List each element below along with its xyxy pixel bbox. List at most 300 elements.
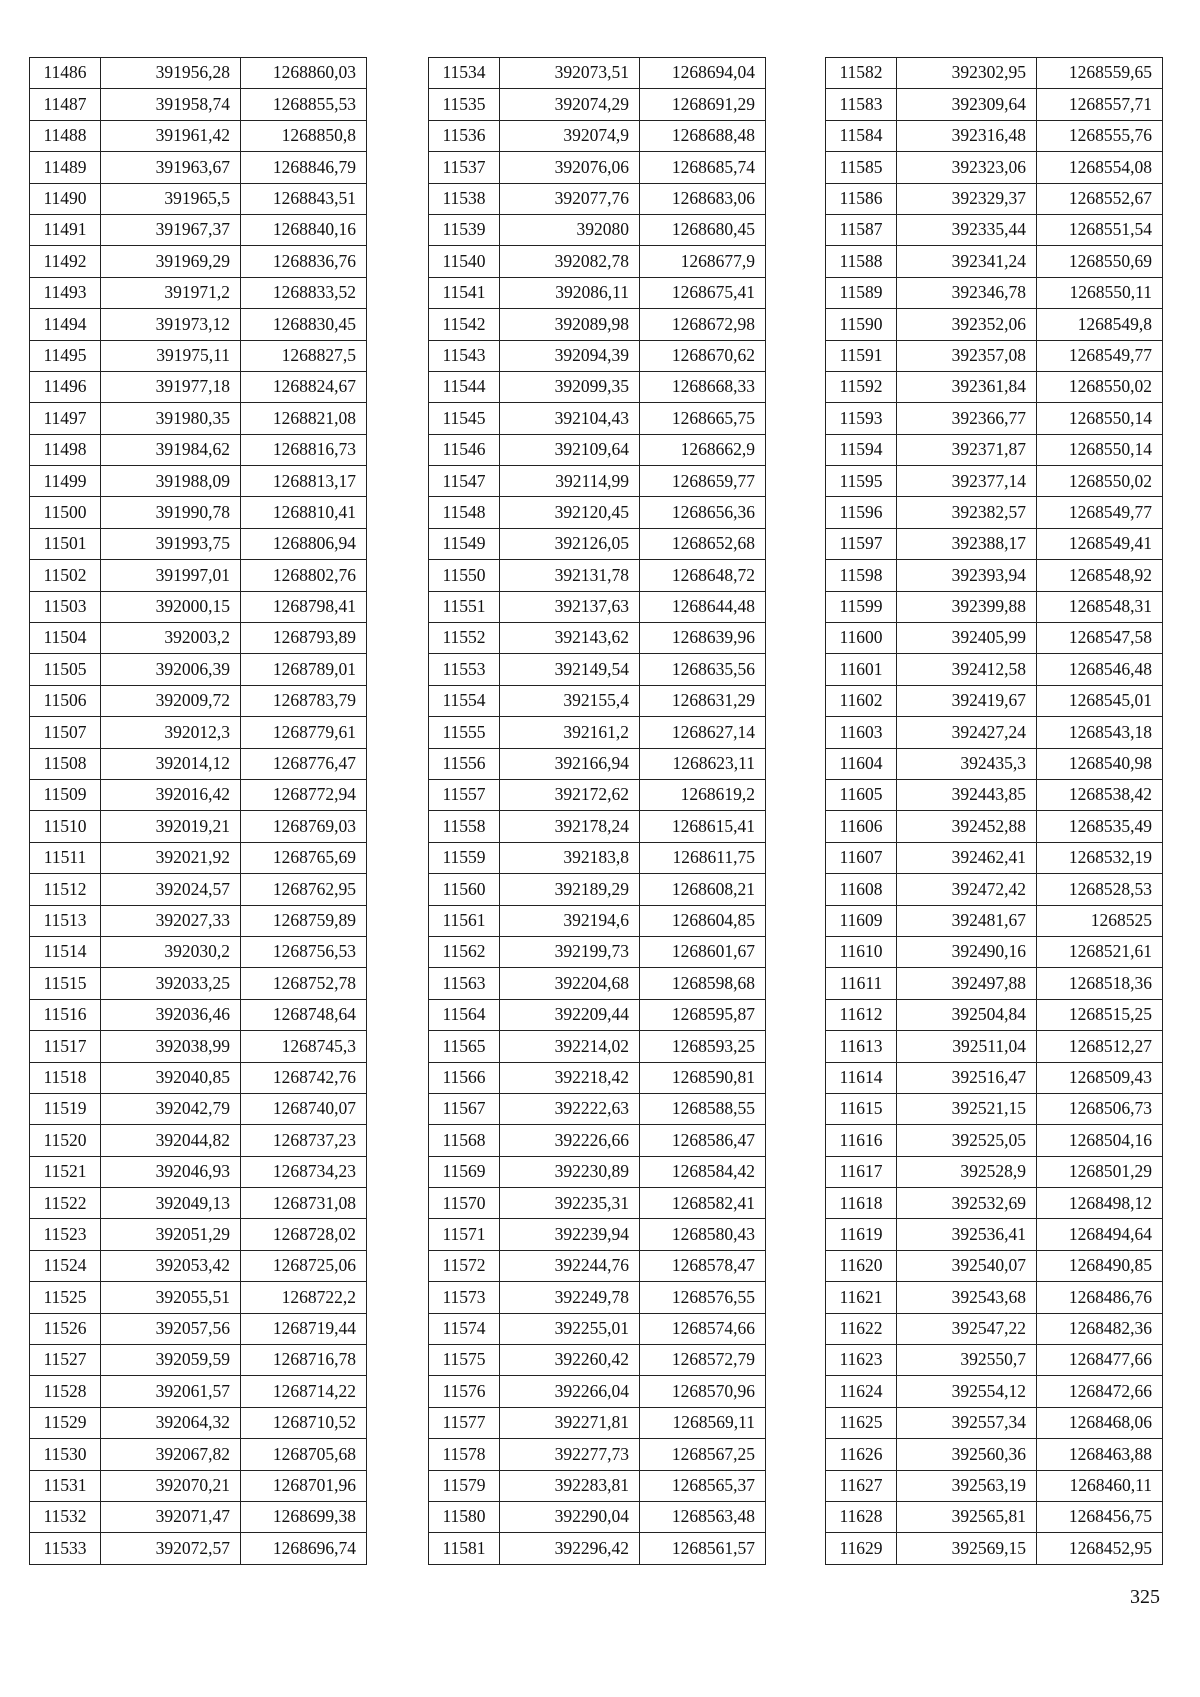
y-coordinate-cell: 1268631,29 — [640, 685, 766, 716]
table-row — [30, 1533, 367, 1564]
y-coordinate-cell: 1268705,68 — [241, 1439, 367, 1470]
table-row — [30, 936, 367, 967]
point-number-cell: 11535 — [429, 89, 500, 120]
x-coordinate-cell: 392511,04 — [897, 1031, 1037, 1062]
x-coordinate-cell: 392030,2 — [101, 936, 241, 967]
x-coordinate-cell: 392412,58 — [897, 654, 1037, 685]
table-row — [30, 497, 367, 528]
point-number-cell: 11609 — [826, 905, 897, 936]
x-coordinate-cell: 391973,12 — [101, 309, 241, 340]
table-row — [429, 1125, 766, 1156]
x-coordinate-cell: 392024,57 — [101, 874, 241, 905]
point-number-cell: 11532 — [30, 1501, 101, 1532]
x-coordinate-cell: 392226,66 — [500, 1125, 640, 1156]
x-coordinate-cell: 392377,14 — [897, 466, 1037, 497]
table-row — [429, 1313, 766, 1344]
x-coordinate-cell: 392290,04 — [500, 1501, 640, 1532]
y-coordinate-cell: 1268590,81 — [640, 1062, 766, 1093]
y-coordinate-cell: 1268574,66 — [640, 1313, 766, 1344]
table-row — [826, 560, 1163, 591]
table-row — [30, 1125, 367, 1156]
y-coordinate-cell: 1268843,51 — [241, 183, 367, 214]
point-number-cell: 11568 — [429, 1125, 500, 1156]
x-coordinate-cell: 391969,29 — [101, 246, 241, 277]
y-coordinate-cell: 1268588,55 — [640, 1093, 766, 1124]
point-number-cell: 11493 — [30, 277, 101, 308]
y-coordinate-cell: 1268490,85 — [1037, 1250, 1163, 1281]
table-row — [429, 1031, 766, 1062]
x-coordinate-cell: 392033,25 — [101, 968, 241, 999]
point-number-cell: 11562 — [429, 936, 500, 967]
table-row — [826, 685, 1163, 716]
y-coordinate-cell: 1268501,29 — [1037, 1156, 1163, 1187]
table-row — [429, 1219, 766, 1250]
x-coordinate-cell: 392443,85 — [897, 779, 1037, 810]
table-row — [30, 1062, 367, 1093]
x-coordinate-cell: 391956,28 — [101, 58, 241, 89]
y-coordinate-cell: 1268550,69 — [1037, 246, 1163, 277]
table-row — [30, 685, 367, 716]
point-number-cell: 11505 — [30, 654, 101, 685]
x-coordinate-cell: 392161,2 — [500, 717, 640, 748]
point-number-cell: 11591 — [826, 340, 897, 371]
table-row — [826, 1345, 1163, 1376]
x-coordinate-cell: 392199,73 — [500, 936, 640, 967]
table-row — [429, 717, 766, 748]
point-number-cell: 11570 — [429, 1188, 500, 1219]
point-number-cell: 11517 — [30, 1031, 101, 1062]
point-number-cell: 11530 — [30, 1439, 101, 1470]
table-row — [429, 1062, 766, 1093]
table-row — [429, 214, 766, 245]
point-number-cell: 11618 — [826, 1188, 897, 1219]
x-coordinate-cell: 392283,81 — [500, 1470, 640, 1501]
x-coordinate-cell: 392042,79 — [101, 1093, 241, 1124]
y-coordinate-cell: 1268563,48 — [640, 1501, 766, 1532]
x-coordinate-cell: 392316,48 — [897, 120, 1037, 151]
y-coordinate-cell: 1268765,69 — [241, 842, 367, 873]
coordinate-table-1 — [29, 57, 367, 1565]
x-coordinate-cell: 392076,06 — [500, 152, 640, 183]
table-row — [30, 1156, 367, 1187]
point-number-cell: 11552 — [429, 623, 500, 654]
x-coordinate-cell: 392393,94 — [897, 560, 1037, 591]
table-row — [429, 58, 766, 89]
point-number-cell: 11579 — [429, 1470, 500, 1501]
point-number-cell: 11588 — [826, 246, 897, 277]
point-number-cell: 11511 — [30, 842, 101, 873]
y-coordinate-cell: 1268789,01 — [241, 654, 367, 685]
x-coordinate-cell: 392218,42 — [500, 1062, 640, 1093]
point-number-cell: 11565 — [429, 1031, 500, 1062]
point-number-cell: 11585 — [826, 152, 897, 183]
table-row — [30, 905, 367, 936]
x-coordinate-cell: 392155,4 — [500, 685, 640, 716]
y-coordinate-cell: 1268550,11 — [1037, 277, 1163, 308]
point-number-cell: 11566 — [429, 1062, 500, 1093]
x-coordinate-cell: 392082,78 — [500, 246, 640, 277]
y-coordinate-cell: 1268836,76 — [241, 246, 367, 277]
x-coordinate-cell: 392504,84 — [897, 999, 1037, 1030]
x-coordinate-cell: 392490,16 — [897, 936, 1037, 967]
table-row — [826, 214, 1163, 245]
x-coordinate-cell: 392244,76 — [500, 1250, 640, 1281]
point-number-cell: 11539 — [429, 214, 500, 245]
y-coordinate-cell: 1268802,76 — [241, 560, 367, 591]
y-coordinate-cell: 1268648,72 — [640, 560, 766, 591]
table-row — [429, 89, 766, 120]
y-coordinate-cell: 1268696,74 — [241, 1533, 367, 1564]
table-row — [826, 89, 1163, 120]
table-row — [826, 717, 1163, 748]
x-coordinate-cell: 392072,57 — [101, 1533, 241, 1564]
x-coordinate-cell: 392543,68 — [897, 1282, 1037, 1313]
y-coordinate-cell: 1268745,3 — [241, 1031, 367, 1062]
point-number-cell: 11603 — [826, 717, 897, 748]
table-row — [30, 1407, 367, 1438]
x-coordinate-cell: 392399,88 — [897, 591, 1037, 622]
y-coordinate-cell: 1268550,02 — [1037, 466, 1163, 497]
x-coordinate-cell: 392271,81 — [500, 1407, 640, 1438]
x-coordinate-cell: 392452,88 — [897, 811, 1037, 842]
table-row — [429, 1533, 766, 1564]
x-coordinate-cell: 392277,73 — [500, 1439, 640, 1470]
table-row — [30, 811, 367, 842]
point-number-cell: 11580 — [429, 1501, 500, 1532]
y-coordinate-cell: 1268452,95 — [1037, 1533, 1163, 1564]
table-row — [826, 120, 1163, 151]
y-coordinate-cell: 1268554,08 — [1037, 152, 1163, 183]
table-row — [30, 1031, 367, 1062]
table-row — [826, 654, 1163, 685]
table-row — [429, 1188, 766, 1219]
y-coordinate-cell: 1268793,89 — [241, 623, 367, 654]
y-coordinate-cell: 1268551,54 — [1037, 214, 1163, 245]
point-number-cell: 11515 — [30, 968, 101, 999]
y-coordinate-cell: 1268550,02 — [1037, 371, 1163, 402]
point-number-cell: 11614 — [826, 1062, 897, 1093]
y-coordinate-cell: 1268846,79 — [241, 152, 367, 183]
table-row — [30, 277, 367, 308]
y-coordinate-cell: 1268486,76 — [1037, 1282, 1163, 1313]
x-coordinate-cell: 392166,94 — [500, 748, 640, 779]
x-coordinate-cell: 392059,59 — [101, 1345, 241, 1376]
table-row — [30, 120, 367, 151]
point-number-cell: 11502 — [30, 560, 101, 591]
table-row — [429, 371, 766, 402]
x-coordinate-cell: 392057,56 — [101, 1313, 241, 1344]
point-number-cell: 11608 — [826, 874, 897, 905]
point-number-cell: 11615 — [826, 1093, 897, 1124]
point-number-cell: 11528 — [30, 1376, 101, 1407]
table-row — [826, 623, 1163, 654]
y-coordinate-cell: 1268776,47 — [241, 748, 367, 779]
y-coordinate-cell: 1268525 — [1037, 905, 1163, 936]
table-row — [30, 183, 367, 214]
table-row — [826, 811, 1163, 842]
x-coordinate-cell: 392472,42 — [897, 874, 1037, 905]
table-row — [30, 1439, 367, 1470]
table-row — [429, 1501, 766, 1532]
x-coordinate-cell: 392521,15 — [897, 1093, 1037, 1124]
point-number-cell: 11581 — [429, 1533, 500, 1564]
table-row — [826, 1376, 1163, 1407]
x-coordinate-cell: 391993,75 — [101, 528, 241, 559]
table-row — [30, 654, 367, 685]
x-coordinate-cell: 392053,42 — [101, 1250, 241, 1281]
x-coordinate-cell: 392021,92 — [101, 842, 241, 873]
point-number-cell: 11506 — [30, 685, 101, 716]
table-row — [429, 1470, 766, 1501]
y-coordinate-cell: 1268515,25 — [1037, 999, 1163, 1030]
x-coordinate-cell: 391997,01 — [101, 560, 241, 591]
table-row — [30, 1282, 367, 1313]
point-number-cell: 11526 — [30, 1313, 101, 1344]
y-coordinate-cell: 1268504,16 — [1037, 1125, 1163, 1156]
x-coordinate-cell: 392194,6 — [500, 905, 640, 936]
x-coordinate-cell: 392357,08 — [897, 340, 1037, 371]
point-number-cell: 11548 — [429, 497, 500, 528]
page-number: 325 — [1130, 1586, 1160, 1608]
point-number-cell: 11604 — [826, 748, 897, 779]
point-number-cell: 11525 — [30, 1282, 101, 1313]
y-coordinate-cell: 1268677,9 — [640, 246, 766, 277]
y-coordinate-cell: 1268509,43 — [1037, 1062, 1163, 1093]
point-number-cell: 11553 — [429, 654, 500, 685]
table-row — [429, 654, 766, 685]
point-number-cell: 11627 — [826, 1470, 897, 1501]
x-coordinate-cell: 392040,85 — [101, 1062, 241, 1093]
point-number-cell: 11596 — [826, 497, 897, 528]
x-coordinate-cell: 392064,32 — [101, 1407, 241, 1438]
x-coordinate-cell: 392012,3 — [101, 717, 241, 748]
y-coordinate-cell: 1268644,48 — [640, 591, 766, 622]
y-coordinate-cell: 1268639,96 — [640, 623, 766, 654]
x-coordinate-cell: 392302,95 — [897, 58, 1037, 89]
x-coordinate-cell: 391963,67 — [101, 152, 241, 183]
table-row — [429, 811, 766, 842]
point-number-cell: 11522 — [30, 1188, 101, 1219]
x-coordinate-cell: 392027,33 — [101, 905, 241, 936]
table-row — [429, 748, 766, 779]
table-row — [429, 120, 766, 151]
point-number-cell: 11524 — [30, 1250, 101, 1281]
table-row — [826, 779, 1163, 810]
point-number-cell: 11531 — [30, 1470, 101, 1501]
x-coordinate-cell: 392094,39 — [500, 340, 640, 371]
table-row — [30, 968, 367, 999]
y-coordinate-cell: 1268806,94 — [241, 528, 367, 559]
x-coordinate-cell: 392341,24 — [897, 246, 1037, 277]
y-coordinate-cell: 1268482,36 — [1037, 1313, 1163, 1344]
point-number-cell: 11575 — [429, 1345, 500, 1376]
y-coordinate-cell: 1268543,18 — [1037, 717, 1163, 748]
table-row — [429, 905, 766, 936]
x-coordinate-cell: 392131,78 — [500, 560, 640, 591]
table-row — [429, 152, 766, 183]
table-row — [30, 403, 367, 434]
x-coordinate-cell: 392371,87 — [897, 434, 1037, 465]
y-coordinate-cell: 1268722,2 — [241, 1282, 367, 1313]
table-row — [30, 528, 367, 559]
point-number-cell: 11560 — [429, 874, 500, 905]
point-number-cell: 11546 — [429, 434, 500, 465]
y-coordinate-cell: 1268545,01 — [1037, 685, 1163, 716]
point-number-cell: 11590 — [826, 309, 897, 340]
x-coordinate-cell: 392006,39 — [101, 654, 241, 685]
table-row — [429, 1250, 766, 1281]
y-coordinate-cell: 1268576,55 — [640, 1282, 766, 1313]
point-number-cell: 11500 — [30, 497, 101, 528]
y-coordinate-cell: 1268468,06 — [1037, 1407, 1163, 1438]
point-number-cell: 11605 — [826, 779, 897, 810]
point-number-cell: 11487 — [30, 89, 101, 120]
coordinate-table-3 — [825, 57, 1163, 1565]
table-row — [826, 277, 1163, 308]
y-coordinate-cell: 1268813,17 — [241, 466, 367, 497]
point-number-cell: 11595 — [826, 466, 897, 497]
x-coordinate-cell: 392352,06 — [897, 309, 1037, 340]
x-coordinate-cell: 392405,99 — [897, 623, 1037, 654]
x-coordinate-cell: 392009,72 — [101, 685, 241, 716]
point-number-cell: 11518 — [30, 1062, 101, 1093]
point-number-cell: 11569 — [429, 1156, 500, 1187]
point-number-cell: 11554 — [429, 685, 500, 716]
y-coordinate-cell: 1268821,08 — [241, 403, 367, 434]
y-coordinate-cell: 1268549,77 — [1037, 340, 1163, 371]
y-coordinate-cell: 1268608,21 — [640, 874, 766, 905]
table-row — [429, 497, 766, 528]
x-coordinate-cell: 392074,9 — [500, 120, 640, 151]
table-row — [826, 1407, 1163, 1438]
y-coordinate-cell: 1268675,41 — [640, 277, 766, 308]
y-coordinate-cell: 1268816,73 — [241, 434, 367, 465]
x-coordinate-cell: 392016,42 — [101, 779, 241, 810]
table-row — [429, 403, 766, 434]
table-row — [826, 1031, 1163, 1062]
point-number-cell: 11594 — [826, 434, 897, 465]
y-coordinate-cell: 1268737,23 — [241, 1125, 367, 1156]
point-number-cell: 11547 — [429, 466, 500, 497]
table-row — [826, 1093, 1163, 1124]
point-number-cell: 11551 — [429, 591, 500, 622]
table-row — [826, 591, 1163, 622]
x-coordinate-cell: 392554,12 — [897, 1376, 1037, 1407]
point-number-cell: 11574 — [429, 1313, 500, 1344]
x-coordinate-cell: 392073,51 — [500, 58, 640, 89]
x-coordinate-cell: 392260,42 — [500, 1345, 640, 1376]
y-coordinate-cell: 1268627,14 — [640, 717, 766, 748]
point-number-cell: 11623 — [826, 1345, 897, 1376]
x-coordinate-cell: 391980,35 — [101, 403, 241, 434]
point-number-cell: 11537 — [429, 152, 500, 183]
point-number-cell: 11598 — [826, 560, 897, 591]
x-coordinate-cell: 392214,02 — [500, 1031, 640, 1062]
point-number-cell: 11625 — [826, 1407, 897, 1438]
table-row — [826, 58, 1163, 89]
point-number-cell: 11516 — [30, 999, 101, 1030]
y-coordinate-cell: 1268611,75 — [640, 842, 766, 873]
y-coordinate-cell: 1268559,65 — [1037, 58, 1163, 89]
y-coordinate-cell: 1268598,68 — [640, 968, 766, 999]
point-number-cell: 11510 — [30, 811, 101, 842]
x-coordinate-cell: 392061,57 — [101, 1376, 241, 1407]
point-number-cell: 11540 — [429, 246, 500, 277]
point-number-cell: 11490 — [30, 183, 101, 214]
y-coordinate-cell: 1268855,53 — [241, 89, 367, 120]
point-number-cell: 11573 — [429, 1282, 500, 1313]
x-coordinate-cell: 392563,19 — [897, 1470, 1037, 1501]
y-coordinate-cell: 1268734,23 — [241, 1156, 367, 1187]
x-coordinate-cell: 392427,24 — [897, 717, 1037, 748]
y-coordinate-cell: 1268810,41 — [241, 497, 367, 528]
x-coordinate-cell: 392049,13 — [101, 1188, 241, 1219]
x-coordinate-cell: 392462,41 — [897, 842, 1037, 873]
x-coordinate-cell: 392366,77 — [897, 403, 1037, 434]
y-coordinate-cell: 1268593,25 — [640, 1031, 766, 1062]
table-row — [826, 403, 1163, 434]
point-number-cell: 11512 — [30, 874, 101, 905]
table-row — [826, 1501, 1163, 1532]
point-number-cell: 11523 — [30, 1219, 101, 1250]
x-coordinate-cell: 391967,37 — [101, 214, 241, 245]
table-row — [826, 1125, 1163, 1156]
y-coordinate-cell: 1268506,73 — [1037, 1093, 1163, 1124]
x-coordinate-cell: 392525,05 — [897, 1125, 1037, 1156]
point-number-cell: 11620 — [826, 1250, 897, 1281]
x-coordinate-cell: 392046,93 — [101, 1156, 241, 1187]
y-coordinate-cell: 1268740,07 — [241, 1093, 367, 1124]
x-coordinate-cell: 392080 — [500, 214, 640, 245]
y-coordinate-cell: 1268691,29 — [640, 89, 766, 120]
point-number-cell: 11549 — [429, 528, 500, 559]
table-row — [429, 434, 766, 465]
point-number-cell: 11601 — [826, 654, 897, 685]
y-coordinate-cell: 1268752,78 — [241, 968, 367, 999]
point-number-cell: 11592 — [826, 371, 897, 402]
x-coordinate-cell: 392547,22 — [897, 1313, 1037, 1344]
table-row — [429, 685, 766, 716]
table-row — [30, 1219, 367, 1250]
y-coordinate-cell: 1268798,41 — [241, 591, 367, 622]
x-coordinate-cell: 392019,21 — [101, 811, 241, 842]
table-row — [30, 214, 367, 245]
point-number-cell: 11577 — [429, 1407, 500, 1438]
x-coordinate-cell: 391988,09 — [101, 466, 241, 497]
x-coordinate-cell: 392222,63 — [500, 1093, 640, 1124]
x-coordinate-cell: 391965,5 — [101, 183, 241, 214]
table-row — [826, 309, 1163, 340]
table-row — [30, 1470, 367, 1501]
y-coordinate-cell: 1268548,92 — [1037, 560, 1163, 591]
table-row — [30, 1313, 367, 1344]
point-number-cell: 11612 — [826, 999, 897, 1030]
y-coordinate-cell: 1268623,11 — [640, 748, 766, 779]
y-coordinate-cell: 1268582,41 — [640, 1188, 766, 1219]
table-row — [429, 874, 766, 905]
point-number-cell: 11495 — [30, 340, 101, 371]
table-row — [30, 842, 367, 873]
table-row — [30, 999, 367, 1030]
y-coordinate-cell: 1268555,76 — [1037, 120, 1163, 151]
table-row — [429, 968, 766, 999]
point-number-cell: 11499 — [30, 466, 101, 497]
y-coordinate-cell: 1268830,45 — [241, 309, 367, 340]
x-coordinate-cell: 392143,62 — [500, 623, 640, 654]
x-coordinate-cell: 392077,76 — [500, 183, 640, 214]
table-row — [30, 1345, 367, 1376]
y-coordinate-cell: 1268783,79 — [241, 685, 367, 716]
